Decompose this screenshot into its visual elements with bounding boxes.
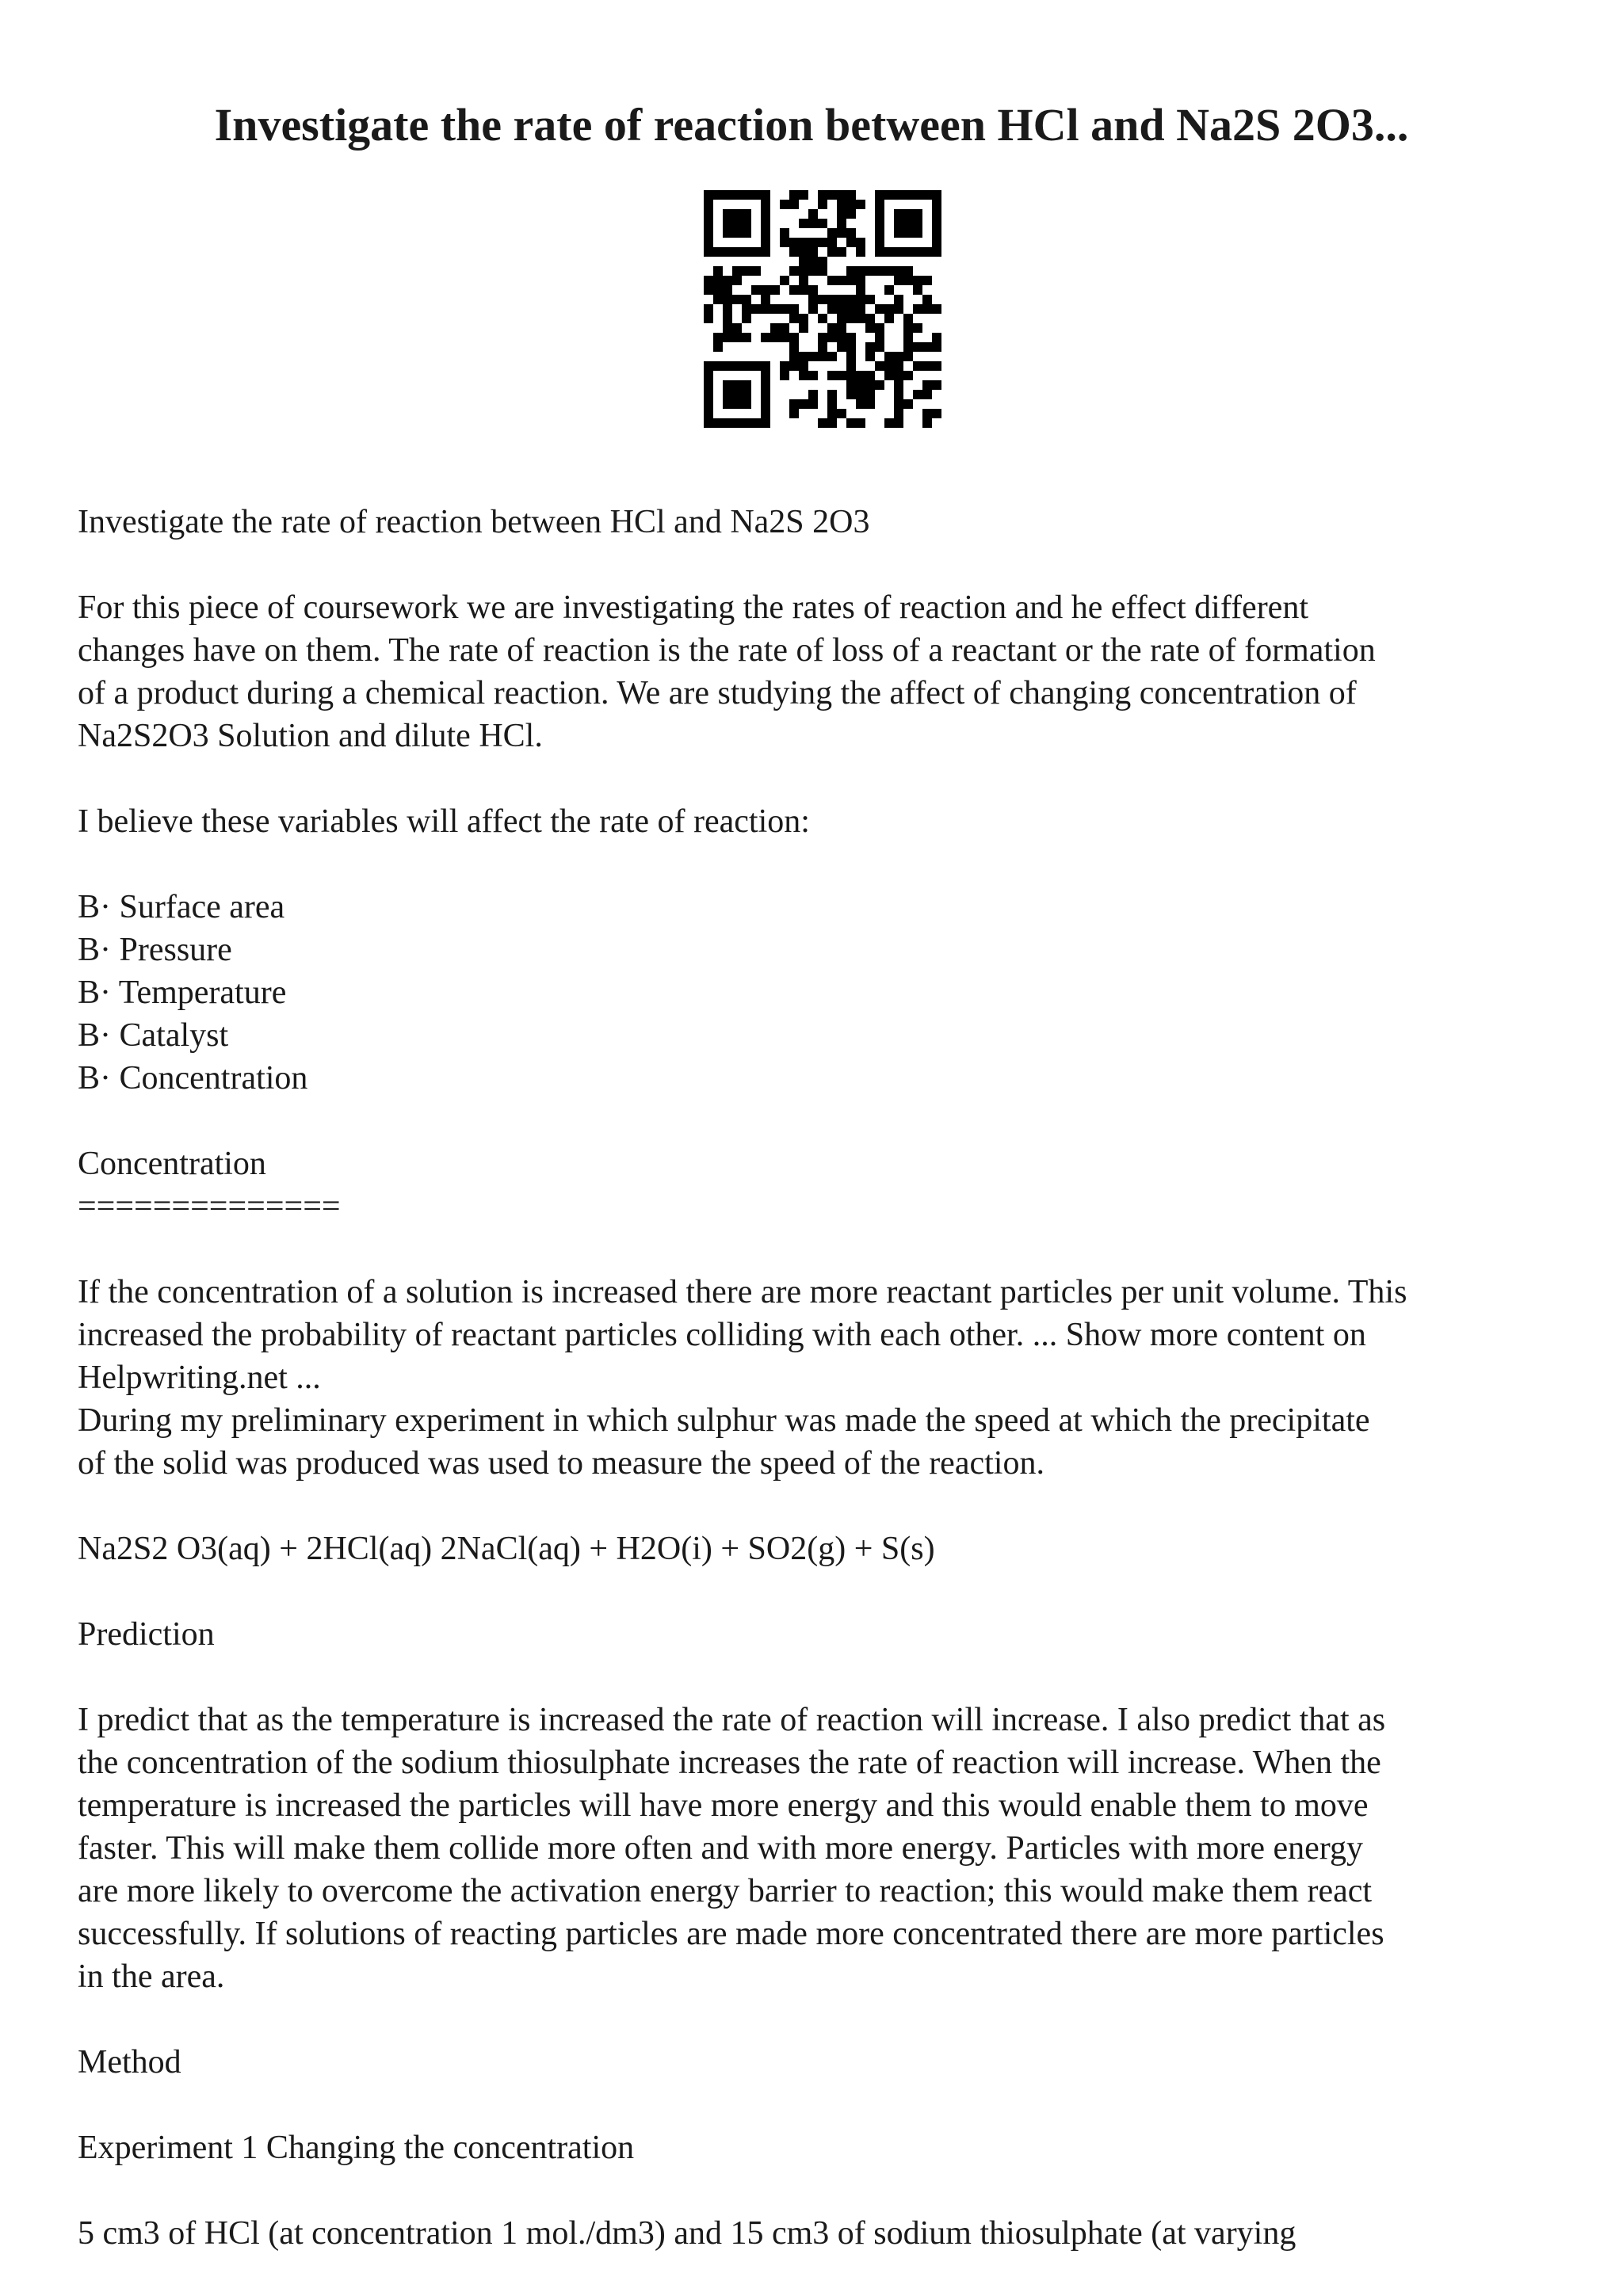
blank-line	[78, 757, 1568, 800]
text-line: B· Catalyst	[78, 1017, 229, 1054]
text-line: During my preliminary experiment in which sulphur was made the speed at which the precipitate	[78, 1402, 1370, 1439]
text-line: of the solid was produced was used to measure the speed of the reaction.	[78, 1445, 1044, 1482]
text-line: Na2S2O3 Solution and dilute HCl.	[78, 718, 543, 754]
text-line: 5 cm3 of HCl (at concentration 1 mol./dm3) and 15 cm3 of sodium thiosulphate (at varying	[78, 2215, 1296, 2252]
blank-line	[78, 543, 1568, 586]
text-line: B· Pressure	[78, 932, 232, 968]
text-line: B· Temperature	[78, 974, 287, 1011]
text-line: faster. This will make them collide more often and with more energy. Particles with more energy	[78, 1830, 1364, 1867]
text-line: Helpwriting.net ...	[78, 1360, 321, 1396]
text-line: the concentration of the sodium thiosulphate increases the rate of reaction will increase. When the	[78, 1745, 1381, 1781]
text-line: are more likely to overcome the activation energy barrier to reaction; this would make them react	[78, 1873, 1373, 1909]
blank-line	[78, 1998, 1568, 2041]
text-line: Prediction	[78, 1616, 215, 1653]
blank-line	[78, 2169, 1568, 2212]
text-line: For this piece of coursework we are investigating the rates of reaction and he effect different	[78, 589, 1308, 626]
text-line: Na2S2 O3(aq) + 2HCl(aq) 2NaCl(aq) + H2O(i) + SO2(g) + S(s)	[78, 1531, 935, 1567]
text-line: temperature is increased the particles will have more energy and this would enable them to move	[78, 1787, 1369, 1824]
blank-line	[78, 1656, 1568, 1699]
text-line: B· Concentration	[78, 1060, 308, 1097]
blank-line	[78, 1228, 1568, 1271]
text-line: increased the probability of reactant particles colliding with each other. ... Show more content on	[78, 1317, 1366, 1353]
text-line: successfully. If solutions of reacting particles are made more concentrated there are more particles	[78, 1916, 1384, 1952]
text-line: Investigate the rate of reaction between HCl and Na2S 2O3	[78, 504, 870, 540]
text-line: ==============	[78, 1188, 341, 1225]
text-line: I predict that as the temperature is increased the rate of reaction will increase. I also predict that as	[78, 1702, 1386, 1738]
qr-code-icon	[704, 190, 941, 428]
text-line: changes have on them. The rate of reaction is the rate of loss of a reactant or the rate of formation	[78, 632, 1376, 669]
text-line: I believe these variables will affect the rate of reaction:	[78, 803, 810, 840]
text-line: in the area.	[78, 1958, 225, 1995]
text-line: Method	[78, 2044, 181, 2081]
blank-line	[78, 1570, 1568, 1613]
text-line: of a product during a chemical reaction. We are studying the affect of changing concentration of	[78, 675, 1357, 711]
blank-line	[78, 1100, 1568, 1142]
blank-line	[78, 1485, 1568, 1527]
document-body	[78, 501, 1568, 2255]
text-line: Concentration	[78, 1146, 266, 1182]
text-line: B· Surface area	[78, 889, 285, 925]
text-line: Experiment 1 Changing the concentration	[78, 2130, 635, 2166]
blank-line	[78, 2084, 1568, 2126]
document-title: Investigate the rate of reaction between HCl and Na2S 2O3...	[214, 99, 1409, 151]
blank-line	[78, 843, 1568, 886]
text-line: If the concentration of a solution is increased there are more reactant particles per unit volume. This	[78, 1274, 1407, 1310]
